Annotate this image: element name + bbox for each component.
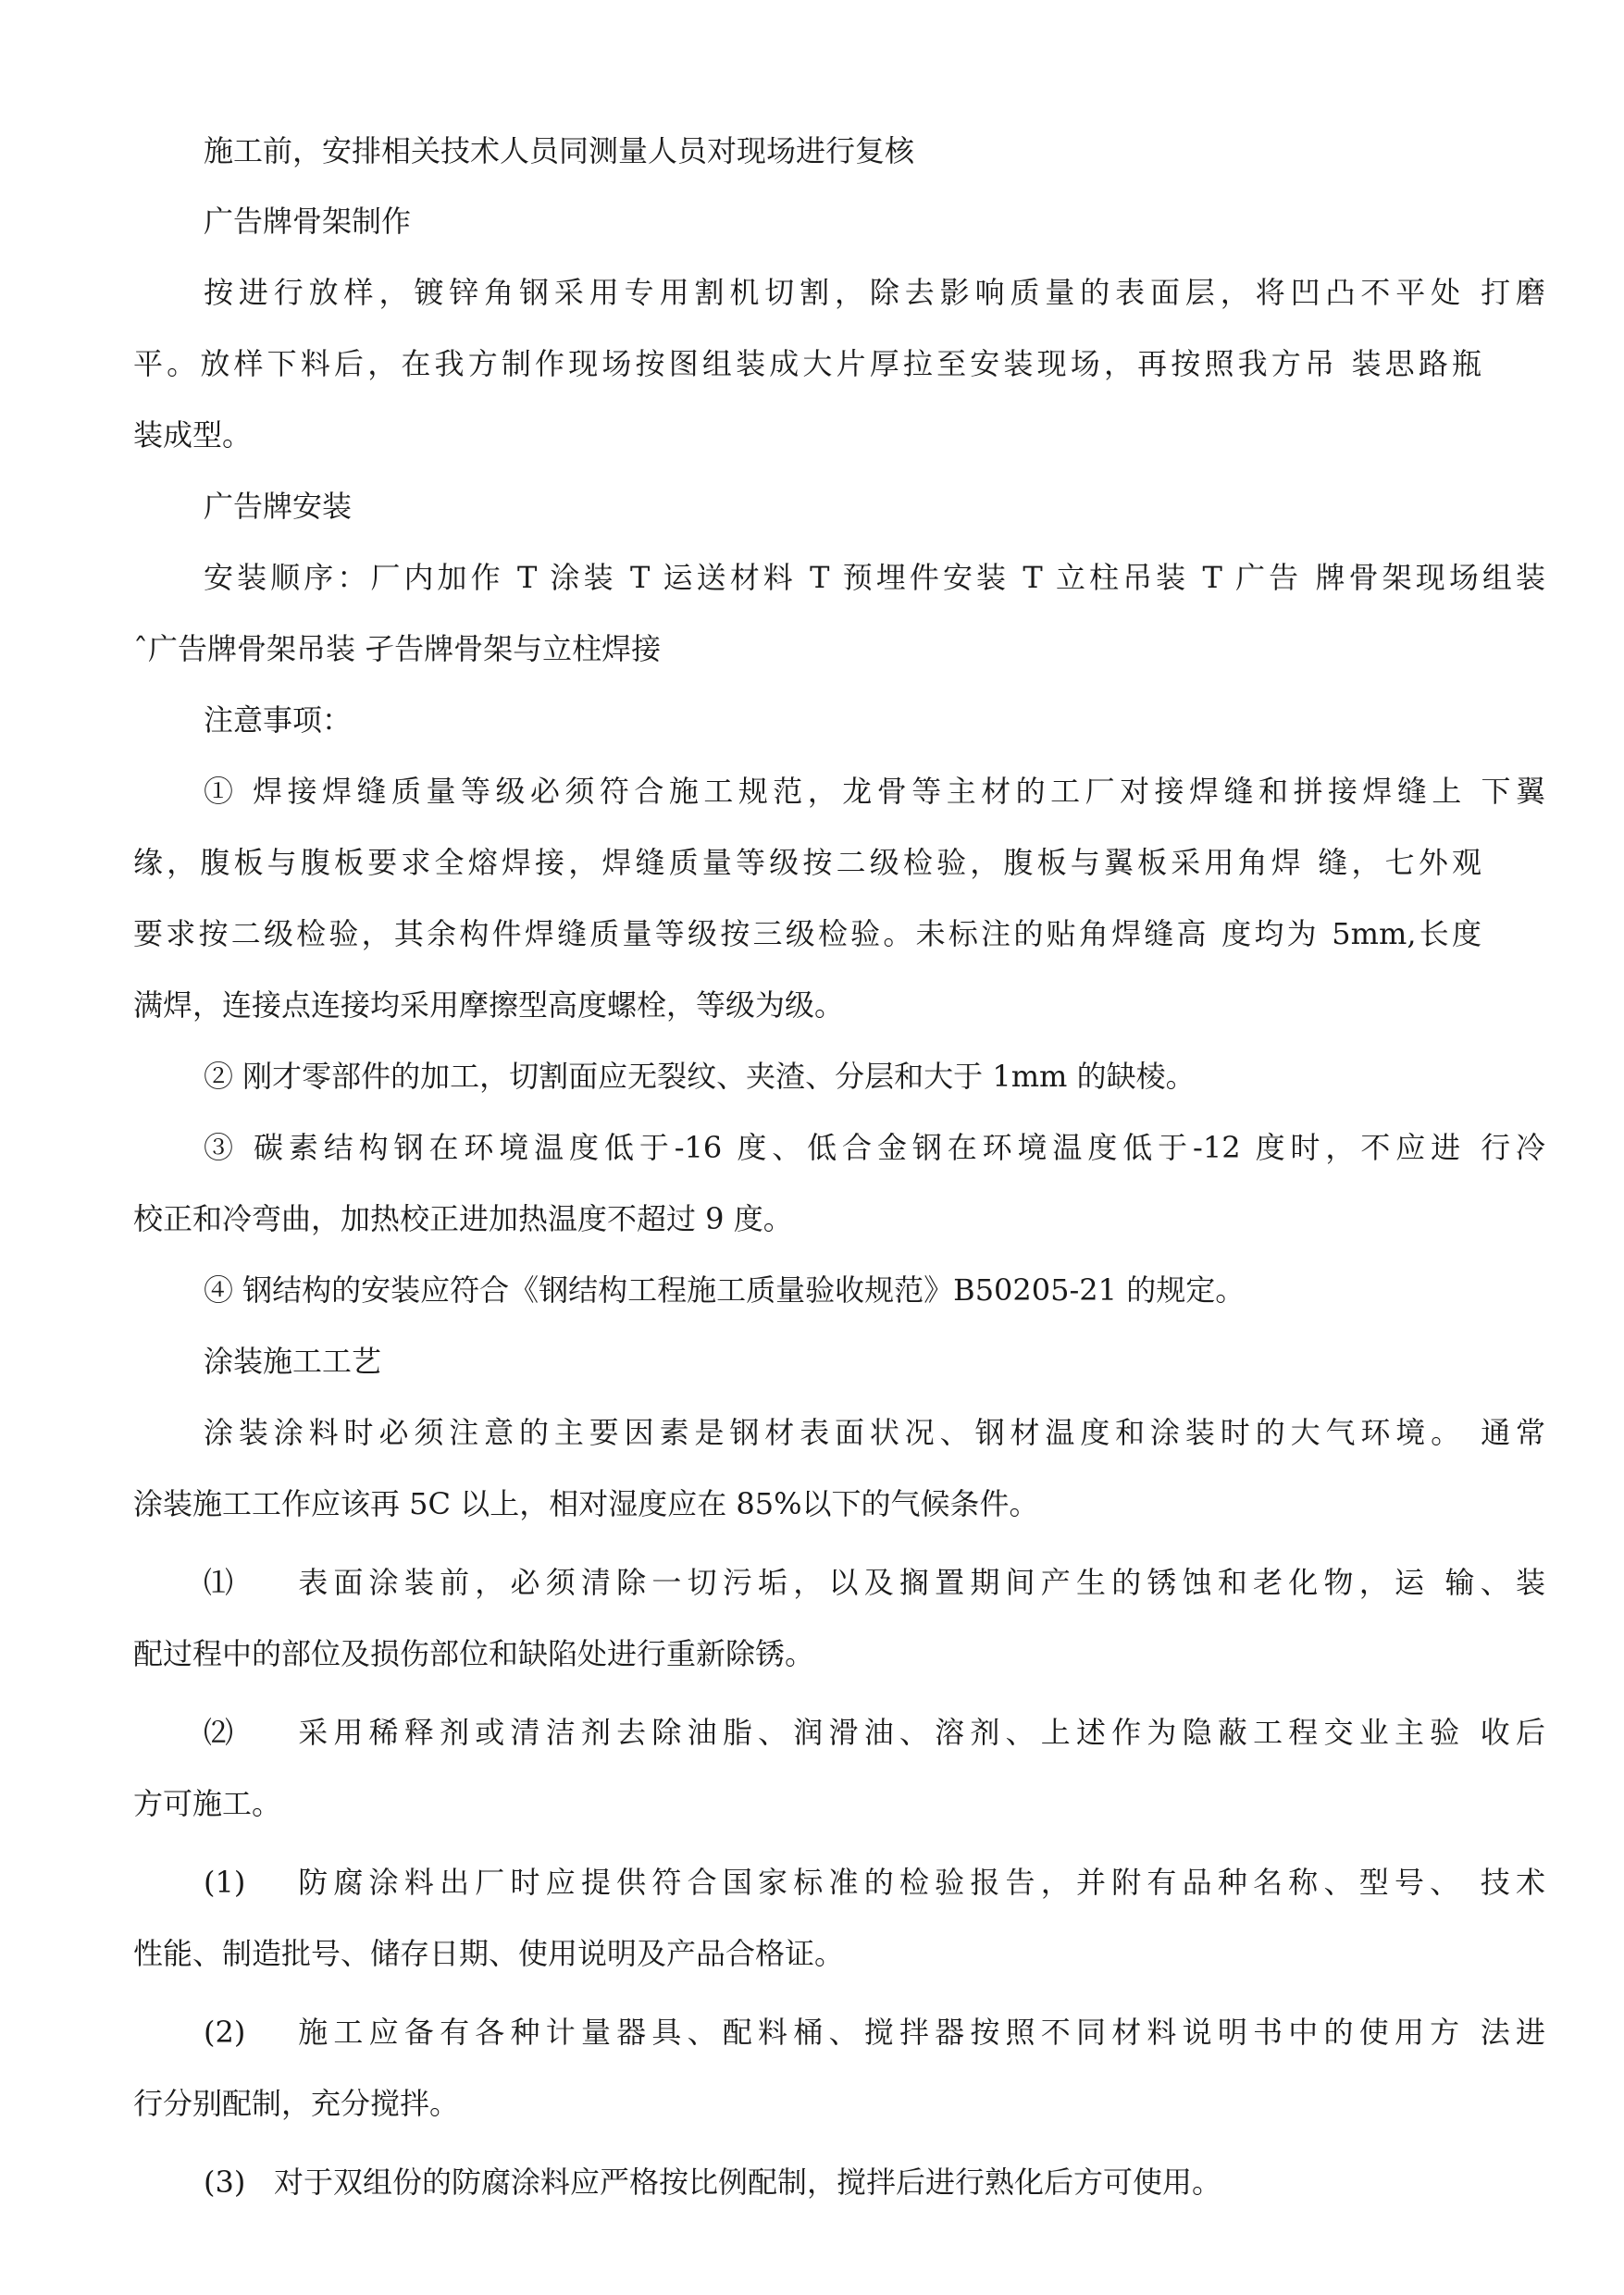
paragraph-line: ④ 钢结构的安装应符合《钢结构工程施工质量验收规范》B50205-21 的规定。	[204, 1272, 1246, 1308]
section-heading: 注意事项：	[204, 702, 353, 738]
section-heading: 广告牌安装	[204, 489, 353, 524]
list-number: ⑴	[204, 1565, 234, 1600]
paragraph-line: ② 刚才零部件的加工，切割面应无裂纹、夹渣、分层和大于 1mm 的缺棱。	[204, 1059, 1196, 1094]
paragraph-line: ③ 碳素结构钢在环境温度低于-16 度、低合金钢在环境温度低于-12 度时，不应进 行冷	[204, 1130, 1545, 1165]
paragraph-line: ① 焊接焊缝质量等级必须符合施工规范，龙骨等主材的工厂对接焊缝和拼接焊缝上 下翼	[204, 774, 1545, 809]
paragraph-line: 施工前，安排相关技术人员同测量人员对现场进行复核	[204, 133, 915, 168]
list-item	[204, 2164, 1221, 2201]
paragraph-line: 方可施工。	[133, 1786, 282, 1821]
section-heading: 广告牌骨架制作	[204, 204, 412, 239]
list-text: 对于双组份的防腐涂料应严格按比例配制，搅拌后进行熟化后方可使用。	[274, 2165, 1222, 2200]
paragraph-line: 涂装施工工作应该再 5C 以上，相对湿度应在 85%以下的气候条件。	[133, 1486, 1039, 1521]
list-text: 采用稀释剂或清洁剂去除油脂、润滑油、溶剂、上述作为隐蔽工程交业主验 收后	[292, 1715, 1545, 1750]
paragraph-line: ˆ广告牌骨架吊装 孑告牌骨架与立柱焊接	[133, 631, 662, 666]
list-number: (2)	[204, 2015, 246, 2050]
list-number: (1)	[204, 1865, 246, 1900]
paragraph-line: 按进行放样，镀锌角钢采用专用割机切割，除去影响质量的表面层，将凹凸不平处 打磨	[204, 275, 1545, 310]
paragraph-line: 装成型。	[133, 417, 253, 453]
paragraph-line: 满焊，连接点连接均采用摩擦型高度螺栓，等级为级。	[133, 987, 845, 1023]
paragraph-line: 行分别配制，充分搅拌。	[133, 2086, 460, 2121]
list-item	[204, 1564, 1545, 1601]
paragraph-line: 平。放样下料后，在我方制作现场按图组装成大片厚拉至安装现场，再按照我方吊 装思路瓶	[133, 346, 1481, 381]
section-heading: 涂装施工工艺	[204, 1344, 382, 1379]
paragraph-line: 要求按二级检验，其余构件焊缝质量等级按三级检验。未标注的贴角焊缝高 度均为 5mm,长度	[133, 916, 1481, 951]
paragraph-line: 缘，腹板与腹板要求全熔焊接，焊缝质量等级按二级检验，腹板与翼板采用角焊 缝，七外观	[133, 845, 1481, 880]
list-text: 施工应备有各种计量器具、配料桶、搅拌器按照不同材料说明书中的使用方 法进	[292, 2015, 1545, 2050]
paragraph-line: 配过程中的部位及损伤部位和缺陷处进行重新除锈。	[133, 1636, 815, 1671]
list-text: 防腐涂料出厂时应提供符合国家标准的检验报告，并附有品种名称、型号、 技术	[292, 1865, 1545, 1900]
list-text: 表面涂装前，必须清除一切污垢，以及搁置期间产生的锈蚀和老化物，运 输、装	[292, 1565, 1545, 1600]
list-item	[204, 1714, 1545, 1751]
list-item	[204, 1864, 1545, 1901]
paragraph-line: 校正和冷弯曲，加热校正进加热温度不超过 9 度。	[133, 1201, 793, 1236]
list-number: ⑵	[204, 1715, 234, 1750]
list-item	[204, 2014, 1545, 2051]
paragraph-line: 涂装涂料时必须注意的主要因素是钢材表面状况、钢材温度和涂装时的大气环境。 通常	[204, 1415, 1545, 1450]
paragraph-line: 性能、制造批号、储存日期、使用说明及产品合格证。	[133, 1936, 845, 1971]
paragraph-line: 安装顺序：厂内加作 T 涂装 T 运送材料 T 预埋件安装 T 立柱吊装 T 广告 牌骨架现场组装	[204, 560, 1545, 595]
list-number: (3)	[204, 2165, 246, 2200]
